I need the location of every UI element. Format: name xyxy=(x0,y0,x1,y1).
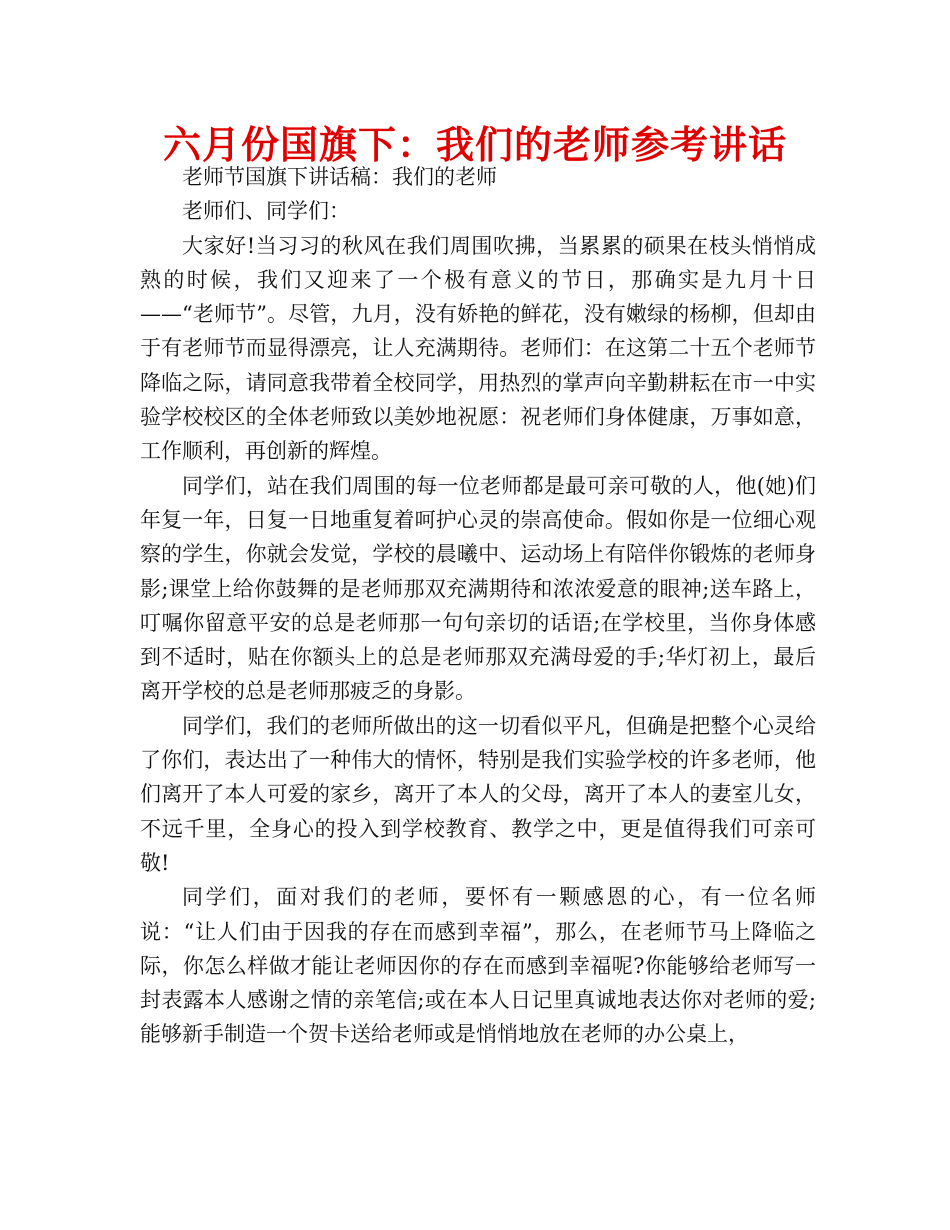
paragraph-greeting: 老师们、同学们： xyxy=(182,199,350,224)
document-title: 六月份国旗下：我们的老师参考讲话 xyxy=(162,123,787,167)
document-body xyxy=(140,160,816,1052)
paragraph-subtitle: 老师节国旗下讲话稿：我们的老师 xyxy=(182,165,497,189)
paragraph-body: 大家好!当习习的秋风在我们周围吹拂，当累累的硕果在枝头悄悄成熟的时候，我们又迎来了一个极有意义的节日，那确实是九月十日——“老师节”。尽管，九月，没有娇艳的鲜花，没有嫩绿的杨柳，但却由于有老师节而显得漂亮，让人充满期待。老师们：在这第二十五个老师节降临之际，请同意我带着全校同学，用热烈的掌声向辛勤耕耘在市一中实验学校校区的全体老师致以美妙地祝愿：祝老师们身体健康，万事如意，工作顺利，再创新的辉煌。 xyxy=(140,233,816,464)
paragraph-body: 同学们，我们的老师所做出的这一切看似平凡，但确是把整个心灵给了你们，表达出了一种伟大的情怀，特别是我们实验学校的许多老师，他们离开了本人可爱的家乡，离开了本人的父母，离开了本人的妻室儿女，不远千里，全身心的投入到学校教育、教学之中，更是值得我们可亲可敬! xyxy=(140,713,816,875)
paragraph-body: 同学们，面对我们的老师，要怀有一颗感恩的心，有一位名师说：“让人们由于因我的存在而感到幸福”，那么，在老师节马上降临之际，你怎么样做才能让老师因你的存在而感到幸福呢?你能够给老师写一封表露本人感谢之情的亲笔信;或在本人日记里真诚地表达你对老师的爱;能够新手制造一个贺卡送给老师或是悄悄地放在老师的办公桌上， xyxy=(140,885,816,1047)
paragraph-body: 同学们，站在我们周围的每一位老师都是最可亲可敬的人，他(她)们年复一年，日复一日地重复着呵护心灵的崇高使命。假如你是一位细心观察的学生，你就会发觉，学校的晨曦中、运动场上有陪伴你锻炼的老师身影;课堂上给你鼓舞的是老师那双充满期待和浓浓爱意的眼神;送车路上，叮嘱你留意平安的总是老师那一句句亲切的话语;在学校里，当你身体感到不适时，贴在你额头上的总是老师那双充满母爱的手;华灯初上，最后离开学校的总是老师那疲乏的身影。 xyxy=(140,473,816,704)
